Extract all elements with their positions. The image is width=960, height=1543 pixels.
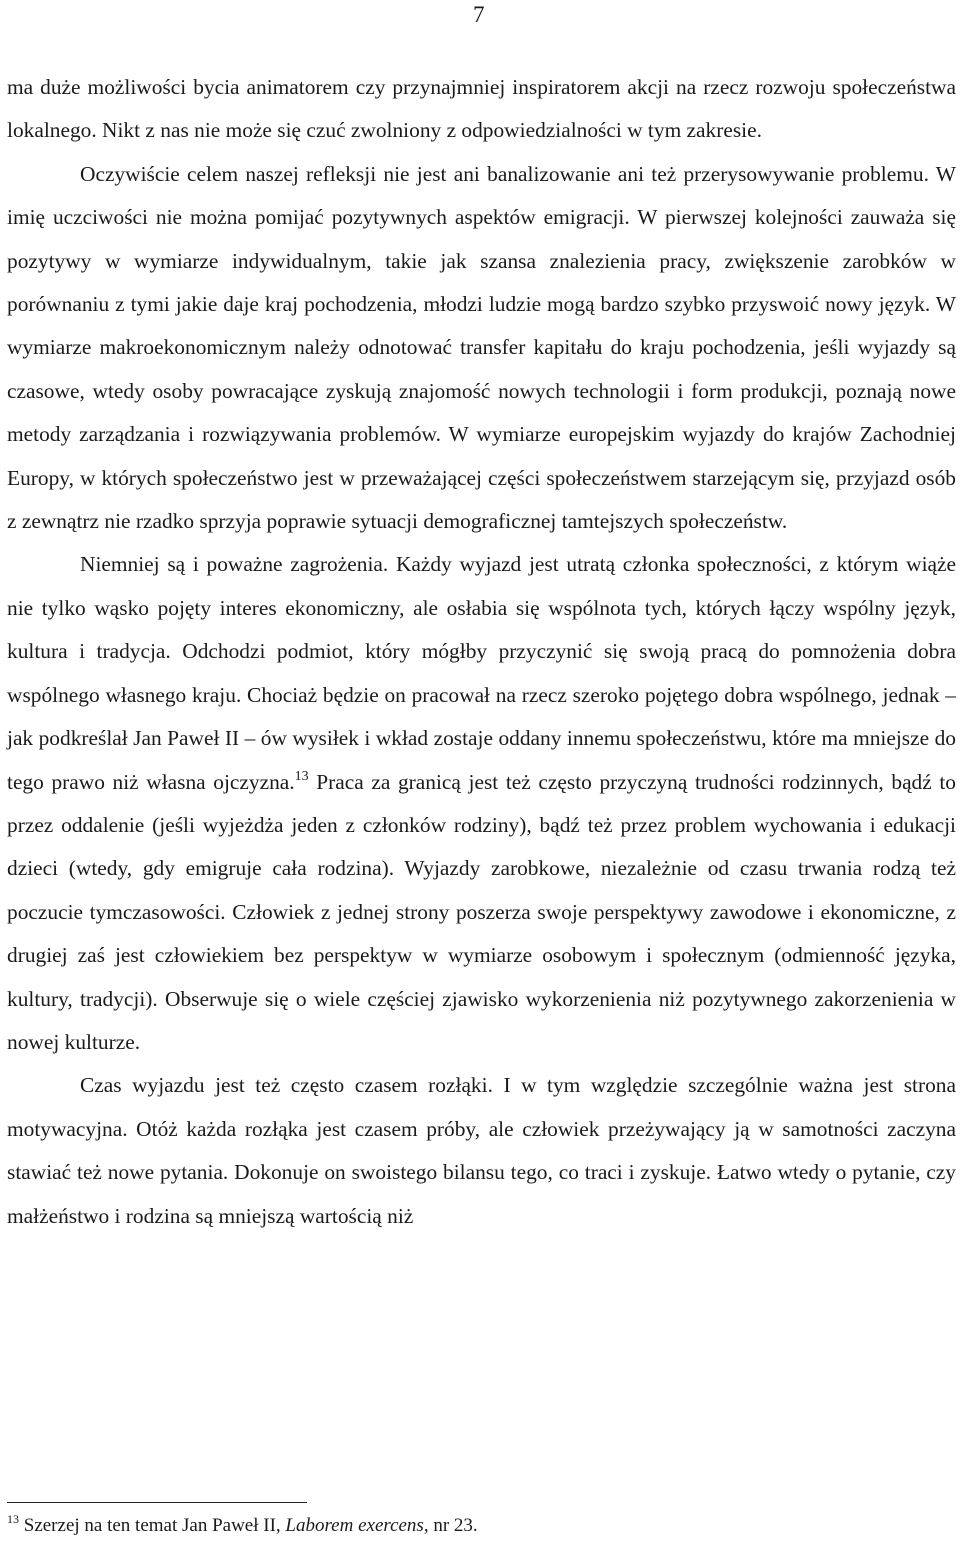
- footnote-text-end: , nr 23.: [423, 1515, 478, 1536]
- footnote-reference[interactable]: 13: [294, 768, 309, 784]
- footnote-cited-title: Laborem exercens: [285, 1515, 424, 1536]
- paragraph-text: Oczywiście celem naszej refleksji nie jest ani banalizowanie ani też przerysowywanie problemu. W imię uczciwości nie można pomijać pozytywnych aspektów emigracji. W pierwszej kolejności zauważa się pozytywy w wymiarze indywidualnym, takie jak szansa znalezienia pracy, zwiększenie zarobków w porównaniu z tymi jakie daje kraj pochodzenia, młodzi ludzie mogą bardzo szybko przyswoić nowy język. W wymiarze makroekonomicznym należy odnotować transfer kapitału do kraju pochodzenia, jeśli wyjazdy są czasowe, wtedy osoby powracające zyskują znajomość nowych technologii i form produkcji, poznają nowe metody zarządzania i rozwiązywania problemów. W wymiarze europejskim wyjazdy do krajów Zachodniej Europy, w których społeczeństwo jest w przeważającej części społeczeństwem starzejącym się, przyjazd osób z zewnątrz nie rzadko sprzyja poprawie sytuacji demograficznej tamtejszych społeczeństw.: [7, 161, 956, 534]
- paragraph-text: Czas wyjazdu jest też często czasem rozłąki. I w tym względzie szczególnie ważna jest strona motywacyjna. Otóż każda rozłąka jest czasem próby, ale człowiek przeżywający ją w samotności zaczyna stawiać też nowe pytania. Dokonuje on swoistego bilansu tego, co traci i zyskuje. Łatwo wtedy o pytanie, czy małżeństwo i rodzina są mniejszą wartością niż: [7, 1073, 956, 1228]
- paragraph-text: ma duże możliwości bycia animatorem czy przynajmniej inspiratorem akcji na rzecz rozwoju społeczeństwa lokalnego. Nikt z nas nie może się czuć zwolniony z odpowiedzialności w tym zakresie.: [7, 75, 956, 143]
- paragraph: [7, 543, 956, 1064]
- paragraph-text: Niemniej są i poważne zagrożenia. Każdy wyjazd jest utratą członka społeczności, z którym wiąże nie tylko wąsko pojęty interes ekonomiczny, ale osłabia się wspólnota tych, których łączy wspólny język, kultura i tradycja. Odchodzi podmiot, który mógłby przyczynić się swoją pracą do pomnożenia dobra wspólnego własnego kraju. Chociaż będzie on pracował na rzecz szeroko pojętego dobra wspólnego, jednak – jak podkreślał Jan Paweł II – ów wysiłek i wkład zostaje oddany innemu społeczeństwu, które ma mniejsze do tego prawo niż własna ojczyzna.: [7, 552, 956, 794]
- paragraph: [7, 1064, 956, 1238]
- paragraph: [7, 153, 956, 544]
- body-text: [7, 66, 956, 1238]
- paragraph-text: Praca za granicą jest też często przyczyną trudności rodzinnych, bądź to przez oddalenie (jeśli wyjeżdża jeden z członków rodziny), bądź też przez problem wychowania i edukacji dzieci (wtedy, gdy emigruje cała rodzina). Wyjazdy zarobkowe, niezależnie od czasu trwania rodzą też poczucie tymczasowości. Człowiek z jednej strony poszerza swoje perspektywy zawodowe i ekonomiczne, z drugiej zaś jest człowiekiem bez perspektyw w wymiarze osobowym i społecznym (odmienność języka, kultury, tradycji). Obserwuje się o wiele częściej zjawisko wykorzenienia niż pozytywnego zakorzenienia w nowej kulturze.: [7, 769, 957, 1054]
- page-number: 7: [473, 2, 485, 27]
- footnote-number: 13: [7, 1512, 19, 1526]
- footnote: [7, 1513, 478, 1539]
- paragraph: [7, 66, 956, 153]
- footnote-separator: [7, 1502, 307, 1503]
- footnote-text: Szerzej na ten temat Jan Paweł II,: [19, 1515, 286, 1536]
